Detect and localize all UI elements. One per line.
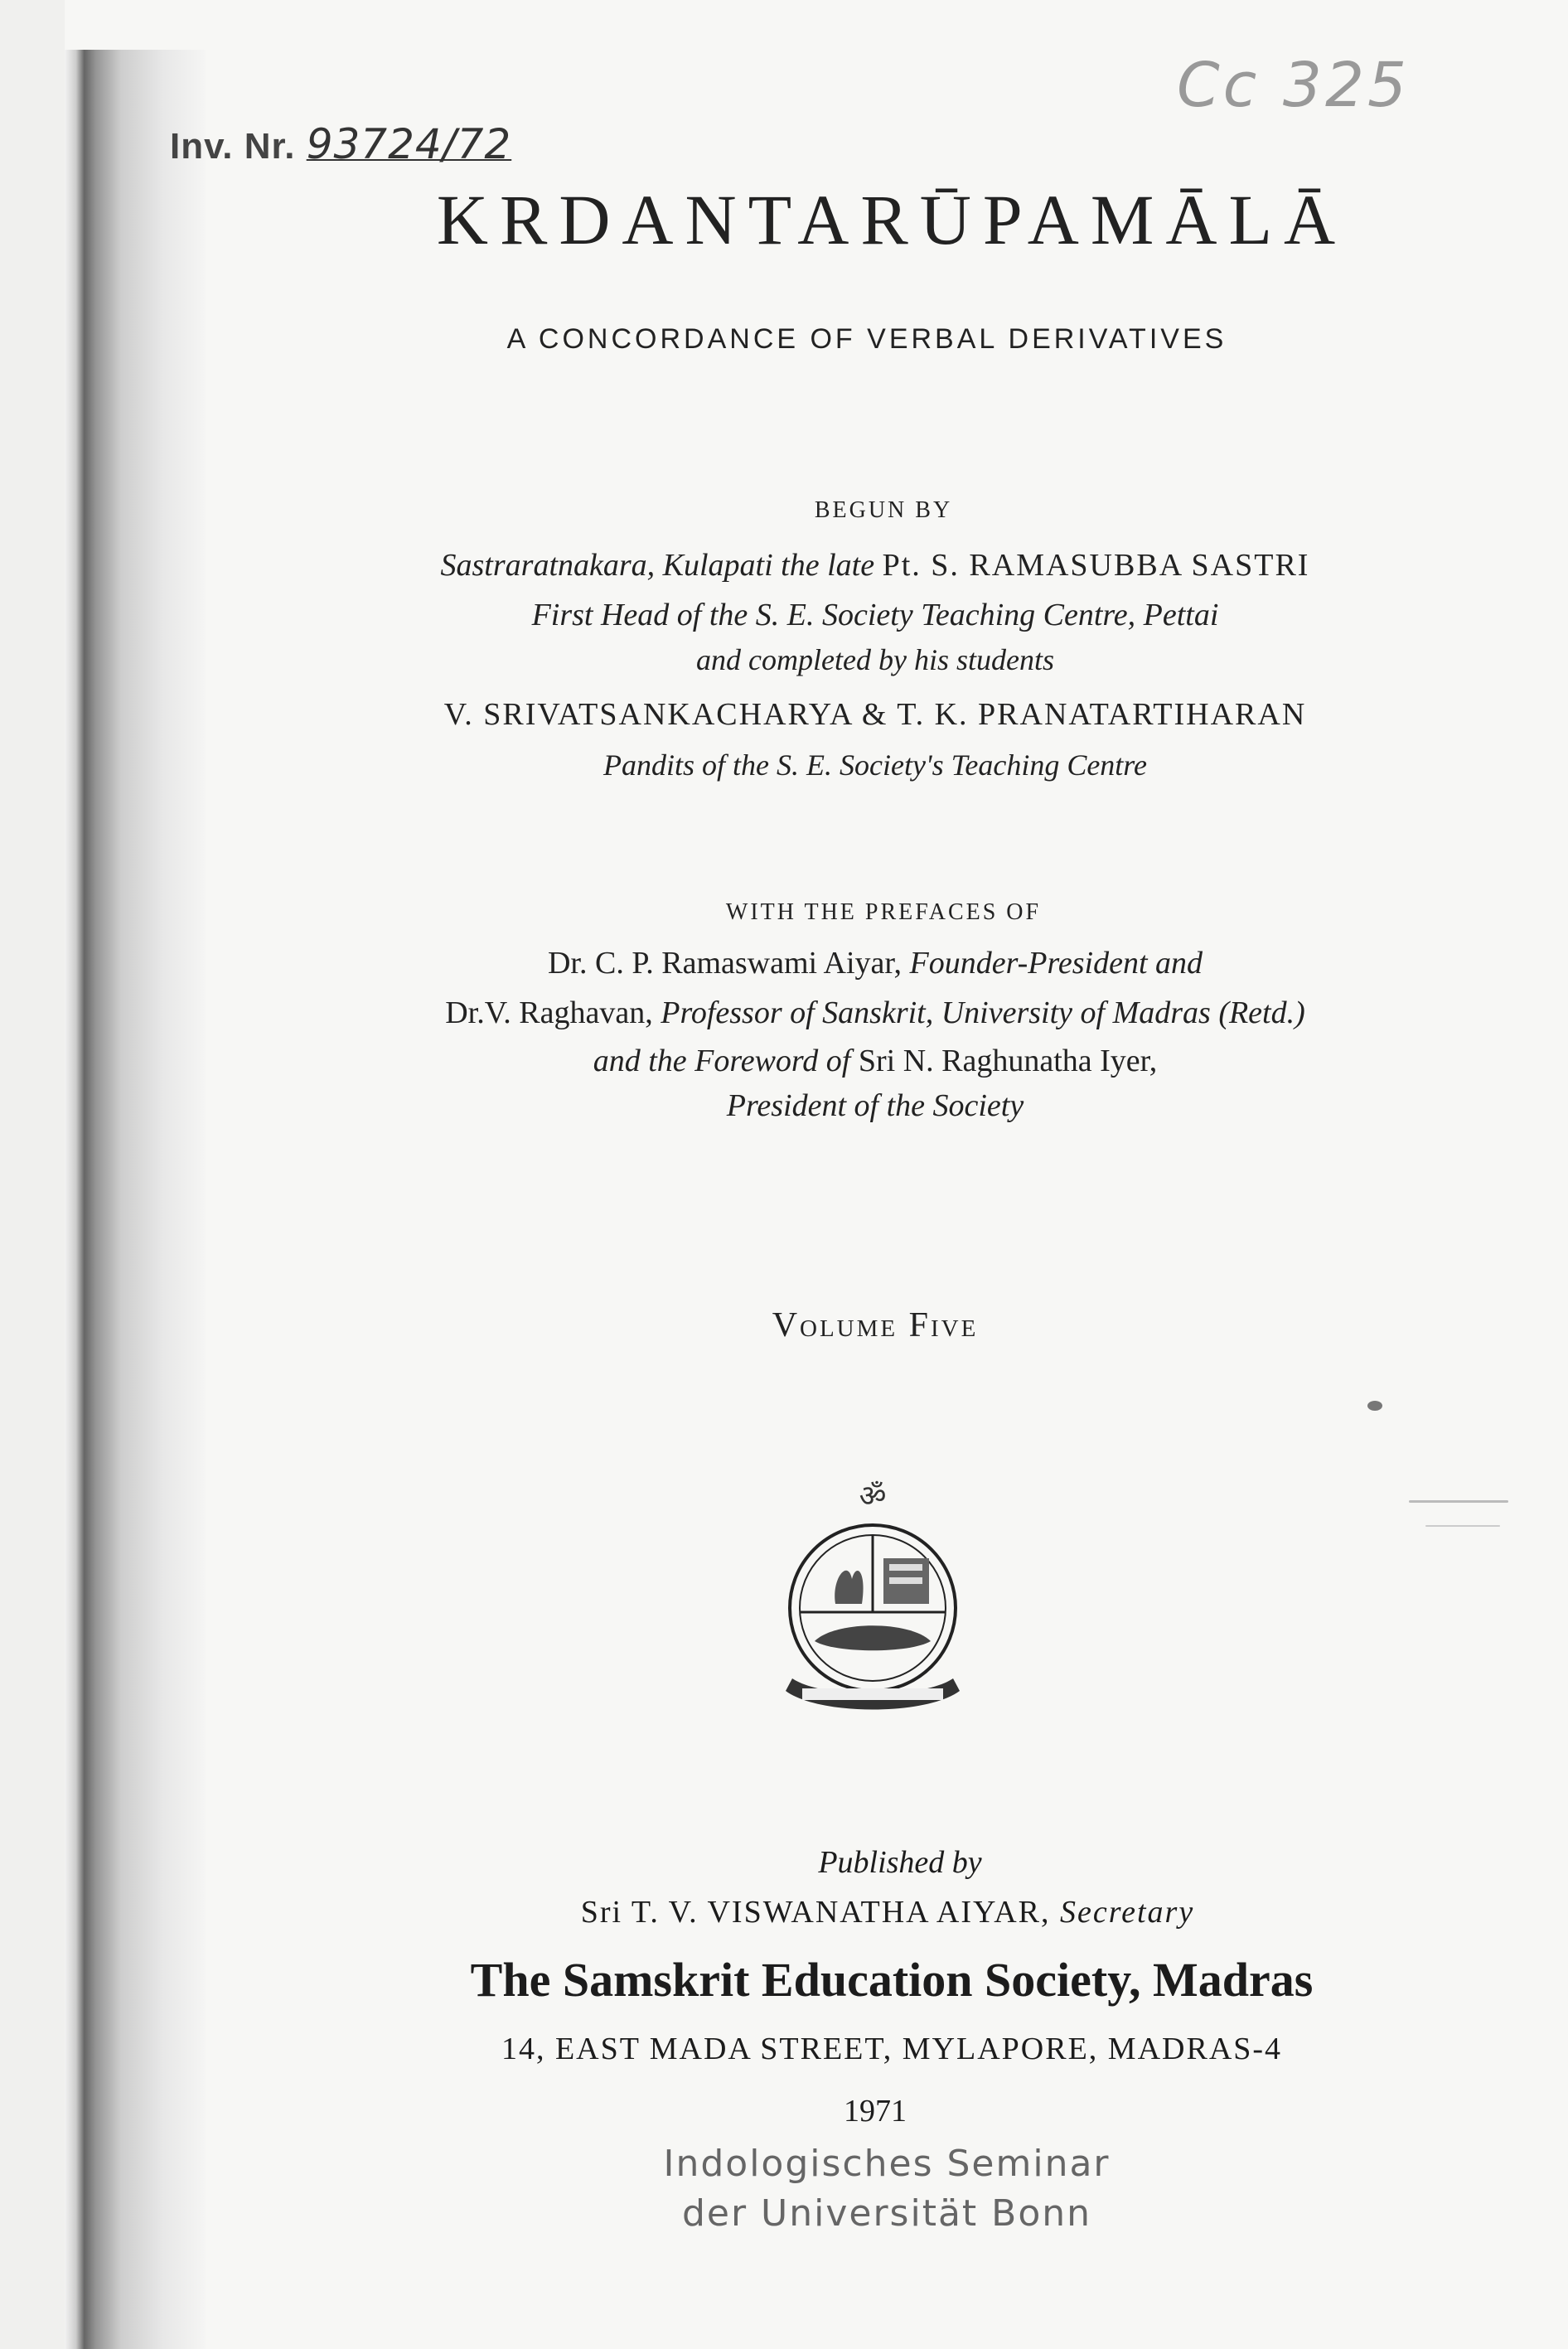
ink-mark [1425, 1525, 1500, 1527]
published-by: Published by [818, 1845, 982, 1880]
author-name: Pt. S. RAMASUBBA SASTRI [882, 548, 1310, 583]
students-role: Pandits of the S. E. Society's Teaching Centre [603, 748, 1147, 782]
svg-text:ॐ: ॐ [859, 1480, 887, 1514]
book-title: KRDANTARŪPAMĀLĀ [436, 180, 1348, 259]
preface-line-3 [91, 1043, 1568, 1079]
preface-line-4: President of the Society [726, 1088, 1024, 1123]
preface-line-2 [91, 995, 1568, 1031]
author-honorifics: Sastraratnakara, Kulapati the late [440, 548, 875, 583]
preface-author-2: Dr.V. Raghavan, [445, 995, 653, 1030]
book-subtitle: A CONCORDANCE OF VERBAL DERIVATIVES [506, 323, 1227, 355]
inventory-stamp [170, 120, 511, 168]
publisher-line [104, 1894, 1568, 1930]
preface-author-1: Dr. C. P. Ramaswami Aiyar, [547, 946, 903, 981]
library-stamp-line-2: der Universität Bonn [681, 2192, 1092, 2235]
publisher-role: Secretary [1060, 1895, 1195, 1930]
shelfmark: Cc 325 [1177, 50, 1411, 121]
students-names: V. SRIVATSANKACHARYA & T. K. PRANATARTIHARAN [443, 697, 1307, 732]
publisher-name: Sri T. V. VISWANATHA AIYAR, [580, 1895, 1051, 1930]
publication-year: 1971 [844, 2094, 907, 2129]
preface-role-2: Professor of Sanskrit, University of Madras [661, 995, 1211, 1030]
preface-retd: (Retd.) [1218, 995, 1305, 1030]
prefaces-heading: WITH THE PREFACES OF [725, 899, 1042, 925]
society-emblem-icon [769, 1480, 976, 1728]
preface-role-1: Founder-President and [909, 946, 1203, 981]
society-address: 14, EAST MADA STREET, MYLAPORE, MADRAS-4 [501, 2032, 1283, 2066]
inventory-number: 93724/72 [306, 120, 512, 168]
foreword-label: and the Foreword of [593, 1044, 851, 1078]
begun-by: BEGUN BY [814, 497, 953, 523]
ink-mark [1409, 1500, 1508, 1503]
author-line-1 [91, 547, 1568, 584]
scan-gutter [0, 0, 65, 2349]
preface-line-1 [91, 945, 1568, 981]
ink-speck [1367, 1401, 1382, 1411]
volume-label: Volume Five [772, 1306, 979, 1344]
inventory-label: Inv. Nr. [170, 126, 296, 167]
author-line-3: and completed by his students [696, 643, 1054, 676]
foreword-author: Sri N. Raghunatha Iyer, [858, 1044, 1158, 1078]
society-name: The Samskrit Education Society, Madras [470, 1953, 1314, 2007]
library-stamp-line-1: Indologisches Seminar [663, 2143, 1111, 2185]
author-line-2: First Head of the S. E. Society Teaching Centre, Pettai [531, 598, 1219, 632]
